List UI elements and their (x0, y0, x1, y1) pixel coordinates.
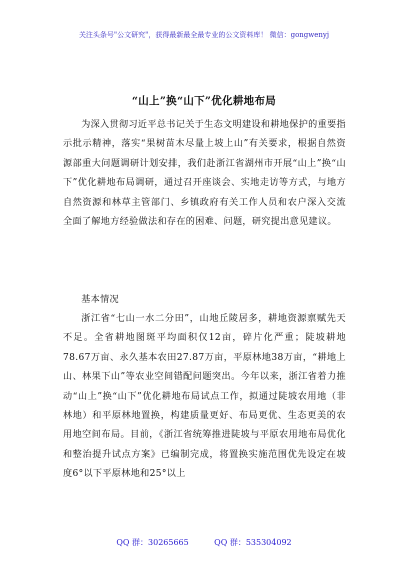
document-title: “山上”换“山下”优化耕地布局 (131, 95, 277, 107)
body-paragraph-intro: 为深入贯彻习近平总书记关于生态文明建设和耕地保护的重要指示批示精神，落实“果树苗木尽量上坡上山”有关要求，根据自然资源部重大问题调研计划安排，我们赴浙江省湖州市开展“山上”换“山下”优化耕地布局调研，通过召开座谈会、实地走访等方式，与地方自然资源和林草主管部门、乡镇政府有关工作人员和农户深入交流全面了解地方经验做法和存在的困难、问题，研究提出意见建议。 (63, 120, 346, 228)
section-heading-basic-situation: 基本情况 (81, 295, 119, 305)
footer-qq-groups: QQ 群：30265665 QQ 群：535304092 (116, 538, 292, 547)
body-paragraph-situation: 浙江省“七山一水二分田”，山地丘陵居多，耕地资源禀赋先天不足。全省耕地图斑平均面积仅12亩，碎片化严重；陡坡耕地78.67万亩、永久基本农田27.87万亩，平原林地38万亩，“耕地上山、林果下山”等农业空间错配问题突出。今年以来，浙江省着力推动“山上”换“山下”优化耕地布局试点工作，拟通过陡坡农用地（非林地）和平原林地置换，构建质量更好、布局更优、生态更美的农用地空间布局。目前，《浙江省统筹推进陡坡与平原农用地布局优化和整治提升试点方案》已编制完成，将置换实施范围优先设定在坡度6°以下平原林地和25°以上 (63, 314, 346, 480)
header-promo-note: 关注头条号"公文研究"，获得最新最全最专业的公文资料库！ 微信：gongwenyj (78, 31, 330, 39)
